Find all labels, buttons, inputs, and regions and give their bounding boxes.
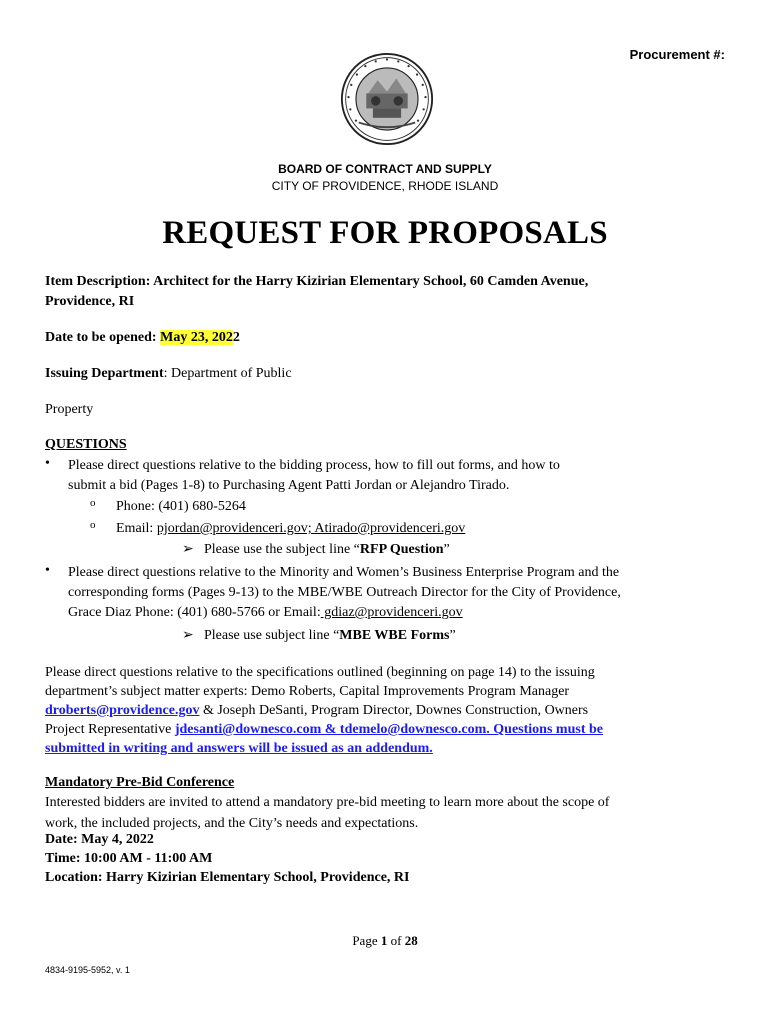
subject-1-suffix: ” [443, 542, 450, 557]
jdesanti-email-link[interactable]: jdesanti@downesco.com & tdemelo@downesco.com. Questions must be [174, 722, 603, 737]
spec-paragraph [45, 663, 603, 758]
date-opened [45, 328, 240, 348]
prebid-location: Location: Harry Kizirian Elementary School, Providence, RI [45, 870, 410, 885]
item-description [45, 272, 588, 312]
date-opened-label: Date to be opened: [45, 330, 161, 345]
subject-line-2 [204, 626, 456, 646]
droberts-email-link[interactable]: droberts@providence.gov [45, 703, 200, 718]
date-opened-rest: 2 [232, 330, 240, 345]
document-id: 4834-9195-5952, v. 1 [45, 965, 130, 975]
email-1 [116, 519, 465, 539]
subject-1-bold: RFP Question [359, 542, 444, 557]
phone-1: Phone: (401) 680-5264 [116, 499, 246, 514]
board-name: BOARD OF CONTRACT AND SUPPLY [278, 162, 492, 176]
bullet-1-line2: submit a bid (Pages 1-8) to Purchasing Agent Patti Jordan or Alejandro Tirado. [68, 478, 510, 493]
spec-line4 [45, 720, 603, 739]
bullet-dot: • [45, 456, 50, 471]
bullet-2-line3-prefix: Grace Diaz Phone: (401) 680-5766 or Email: [68, 605, 321, 620]
questions-heading: QUESTIONS [45, 437, 127, 452]
prebid-details [45, 830, 409, 887]
issuing-department [45, 364, 292, 384]
subject-1-prefix: Please use the subject line “ [204, 542, 360, 557]
circle-bullet-icon: o [90, 497, 96, 509]
prebid-line2: work, the included projects, and the City’s needs and expectations. [45, 816, 419, 831]
prebid-date: Date: May 4, 2022 [45, 832, 154, 847]
subject-line-1 [204, 540, 450, 560]
page-prefix: Page [352, 933, 381, 948]
arrow-bullet-icon: ➢ [182, 628, 194, 643]
email-1-link[interactable]: pjordan@providenceri.gov; Atirado@providenceri.gov [156, 521, 466, 536]
spec-line3-rest: & Joseph DeSanti, Program Director, Downes Construction, Owners [199, 703, 589, 718]
issuing-department-value: : Department of Public [163, 366, 292, 381]
spec-line5 [45, 739, 603, 758]
issuing-department-line2: Property [45, 402, 94, 417]
date-opened-highlight: May 23, 202 [160, 330, 233, 345]
page-total: 28 [404, 933, 418, 948]
prebid-paragraph [45, 792, 609, 834]
item-description-line2: Providence, RI [45, 294, 135, 309]
page-number [0, 933, 770, 949]
prebid-time: Time: 10:00 AM - 11:00 AM [45, 851, 213, 866]
item-description-line1: Item Description: Architect for the Harry Kizirian Elementary School, 60 Camden Avenue, [45, 274, 589, 289]
spec-line2: department’s subject matter experts: Demo Roberts, Capital Improvements Program Manager [45, 684, 570, 699]
email-1-label: Email: [116, 521, 157, 536]
spec-line4-prefix: Project Representative [45, 722, 175, 737]
prebid-line1: Interested bidders are invited to attend a mandatory pre-bid meeting to learn more about the scope of [45, 795, 610, 810]
arrow-bullet-icon: ➢ [182, 542, 194, 557]
spec-line3 [45, 701, 603, 720]
page-of: of [387, 933, 405, 948]
questions-bullet-2 [68, 563, 621, 623]
subject-2-prefix: Please use subject line “ [204, 628, 340, 643]
addendum-link[interactable]: submitted in writing and answers will be issued as an addendum. [45, 741, 433, 756]
bullet-2-line3 [68, 603, 621, 623]
subject-2-suffix: ” [449, 628, 456, 643]
questions-bullet-1 [68, 456, 560, 496]
issuing-department-label: Issuing Department [45, 366, 164, 381]
bullet-dot: • [45, 563, 50, 578]
procurement-label: Procurement #: [629, 47, 725, 62]
page-title: REQUEST FOR PROPOSALS [162, 215, 608, 251]
bullet-1-line1: Please direct questions relative to the bidding process, how to fill out forms, and how to [68, 458, 560, 473]
page-current: 1 [380, 933, 388, 948]
city-name: CITY OF PROVIDENCE, RHODE ISLAND [271, 179, 499, 193]
circle-bullet-icon: o [90, 519, 96, 531]
spec-line1: Please direct questions relative to the specifications outlined (beginning on page 14) to the issuing [45, 665, 595, 680]
subject-2-bold: MBE WBE Forms [339, 628, 450, 643]
city-seal-logo [340, 52, 434, 146]
bullet-2-email-link[interactable]: gdiaz@providenceri.gov [320, 605, 463, 620]
prebid-heading: Mandatory Pre-Bid Conference [45, 775, 235, 790]
bullet-2-line2: corresponding forms (Pages 9-13) to the MBE/WBE Outreach Director for the City of Providence, [68, 585, 621, 600]
bullet-2-line1: Please direct questions relative to the Minority and Women’s Business Enterprise Program and the [68, 565, 620, 580]
